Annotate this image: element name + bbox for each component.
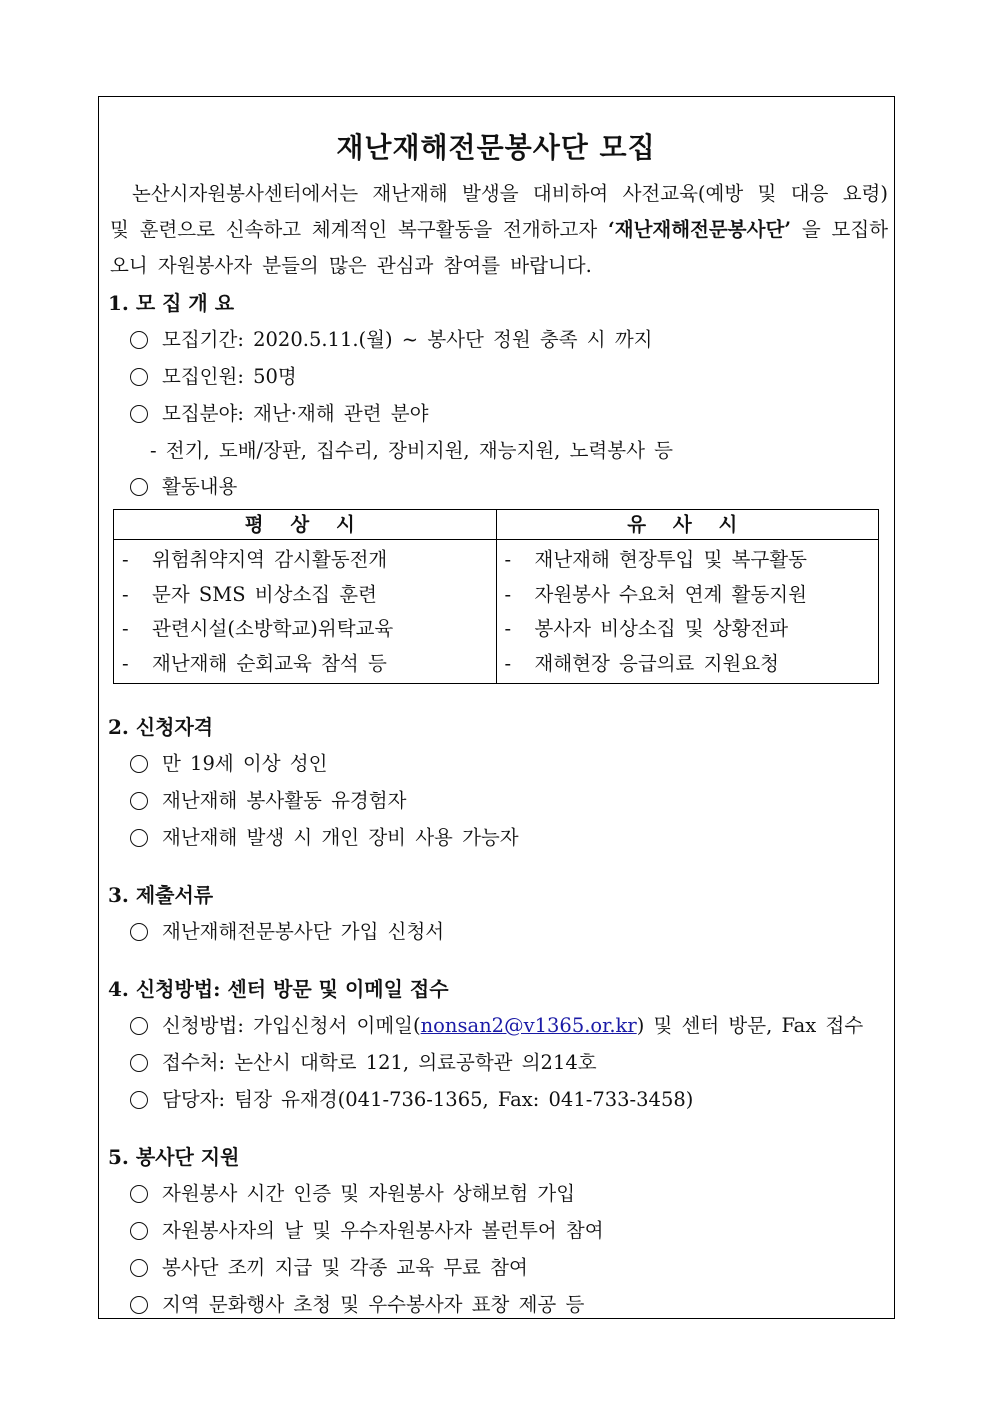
activity-table <box>113 509 879 684</box>
circle-bullet-icon <box>130 829 148 847</box>
cell-text: 문자 SMS 비상소집 훈련 <box>152 582 377 606</box>
cell-text: 재난재해 순회교육 참석 등 <box>152 651 387 675</box>
header-emergency-time: 유 사 시 <box>496 510 879 540</box>
table-row <box>114 647 496 682</box>
bullet-support-insurance <box>130 1179 575 1209</box>
circle-bullet-icon <box>130 478 148 496</box>
bullet-text: 담당자: 팀장 유재경(041-736-1365, Fax: 041-733-3458) <box>162 1088 694 1111</box>
dash-marker: - <box>122 651 129 675</box>
bullet-eligibility-age <box>130 749 327 779</box>
bullet-text: 만 19세 이상 성인 <box>162 752 328 775</box>
bullet-recruit-field <box>130 399 428 429</box>
intro-text-after: 을 모집하오니 자원봉사자 분들의 많은 관심과 참여를 바랍니다. <box>110 218 888 277</box>
circle-bullet-icon <box>130 1296 148 1314</box>
dash-marker: - <box>504 651 512 675</box>
bullet-recruit-count <box>130 362 297 392</box>
bullet-reception-place <box>130 1048 597 1078</box>
recruit-field-detail: - 전기, 도배/장판, 집수리, 장비지원, 재능지원, 노력봉사 등 <box>150 439 673 462</box>
bullet-text: 모집인원: 50명 <box>162 365 297 388</box>
circle-bullet-icon <box>130 792 148 810</box>
bullet-recruit-period <box>130 325 653 355</box>
bullet-text: ) 및 센터 방문, Fax 접수 <box>636 1014 864 1037</box>
dash-marker: - <box>122 548 129 571</box>
bullet-support-events <box>130 1290 584 1320</box>
document-title: 재난재해전문봉사단 모집 <box>336 131 656 164</box>
dash-marker: - <box>504 617 512 640</box>
bullet-text: 자원봉사자의 날 및 우수자원봉사자 볼런투어 참여 <box>162 1219 604 1242</box>
section-4-heading: 4. 신청방법: 센터 방문 및 이메일 접수 <box>108 977 449 1001</box>
circle-bullet-icon <box>130 368 148 386</box>
cell-text: 자원봉사 수요처 연계 활동지원 <box>534 582 807 606</box>
circle-bullet-icon <box>130 1091 148 1109</box>
bullet-text: 재난재해 봉사활동 유경험자 <box>162 789 407 812</box>
bullet-support-volunteer-day <box>130 1216 604 1246</box>
bullet-eligibility-equipment <box>130 823 519 853</box>
dash-marker: - <box>504 548 512 571</box>
header-normal-time: 평 상 시 <box>114 510 497 540</box>
circle-bullet-icon <box>130 331 148 349</box>
bullet-text: 신청방법: 가입신청서 이메일( <box>162 1014 421 1037</box>
circle-bullet-icon <box>130 1185 148 1203</box>
emergency-time-cell <box>496 540 879 684</box>
intro-paragraph <box>110 176 888 284</box>
table-row <box>497 647 879 682</box>
circle-bullet-icon <box>130 1054 148 1072</box>
bullet-support-vest <box>130 1253 528 1283</box>
circle-bullet-icon <box>130 923 148 941</box>
bullet-text: 봉사단 조끼 지급 및 각종 교육 무료 참여 <box>162 1256 528 1279</box>
email-link[interactable]: nonsan2@v1365.or.kr <box>420 1014 637 1037</box>
table-row <box>497 578 879 613</box>
cell-text: 봉사자 비상소집 및 상황전파 <box>534 617 789 640</box>
bullet-text: 지역 문화행사 초청 및 우수봉사자 표창 제공 등 <box>162 1293 585 1316</box>
bullet-text: 재난재해전문봉사단 가입 신청서 <box>162 920 445 943</box>
table-row <box>497 612 879 647</box>
dash-marker: - <box>504 582 512 606</box>
table-row <box>114 578 496 613</box>
circle-bullet-icon <box>130 1017 148 1035</box>
section-2-heading: 2. 신청자격 <box>108 715 214 739</box>
section-3-heading: 3. 제출서류 <box>108 883 214 907</box>
section-1-heading: 1. 모 집 개 요 <box>108 291 235 315</box>
bullet-documents <box>130 917 444 947</box>
cell-text: 위험취약지역 감시활동전개 <box>152 548 388 571</box>
dash-marker: - <box>122 582 129 606</box>
bullet-text: 모집기간: 2020.5.11.(월) ~ 봉사단 정원 충족 시 까지 <box>162 328 653 351</box>
circle-bullet-icon <box>130 405 148 423</box>
bullet-activity <box>130 472 237 502</box>
intro-emphasis: ‘재난재해전문봉사단’ <box>607 218 792 241</box>
bullet-apply-method <box>130 1011 863 1041</box>
bullet-eligibility-experience <box>130 786 406 816</box>
circle-bullet-icon <box>130 1222 148 1240</box>
cell-text: 재해현장 응급의료 지원요청 <box>534 651 779 675</box>
circle-bullet-icon <box>130 1259 148 1277</box>
section-5-heading: 5. 봉사단 지원 <box>108 1145 240 1169</box>
cell-text: 재난재해 현장투입 및 복구활동 <box>534 548 807 571</box>
cell-text: 관련시설(소방학교)위탁교육 <box>152 617 394 640</box>
table-row <box>114 543 496 578</box>
dash-marker: - <box>122 617 129 640</box>
table-row <box>497 543 879 578</box>
bullet-text: 자원봉사 시간 인증 및 자원봉사 상해보험 가입 <box>162 1182 576 1205</box>
bullet-contact-person <box>130 1085 693 1115</box>
bullet-text: 활동내용 <box>162 475 238 498</box>
bullet-text: 재난재해 발생 시 개인 장비 사용 가능자 <box>162 826 519 849</box>
normal-time-cell <box>114 540 497 684</box>
circle-bullet-icon <box>130 755 148 773</box>
intro-text-before: 논산시자원봉사센터에서는 재난재해 발생을 대비하여 사전교육(예방 및 대응 요령) 및 훈련으로 신속하고 체계적인 복구활동을 전개하고자 <box>110 182 888 241</box>
bullet-text: 접수처: 논산시 대학로 121, 의료공학관 의214호 <box>162 1051 597 1074</box>
bullet-text: 모집분야: 재난·재해 관련 분야 <box>162 402 429 425</box>
table-row <box>114 612 496 647</box>
